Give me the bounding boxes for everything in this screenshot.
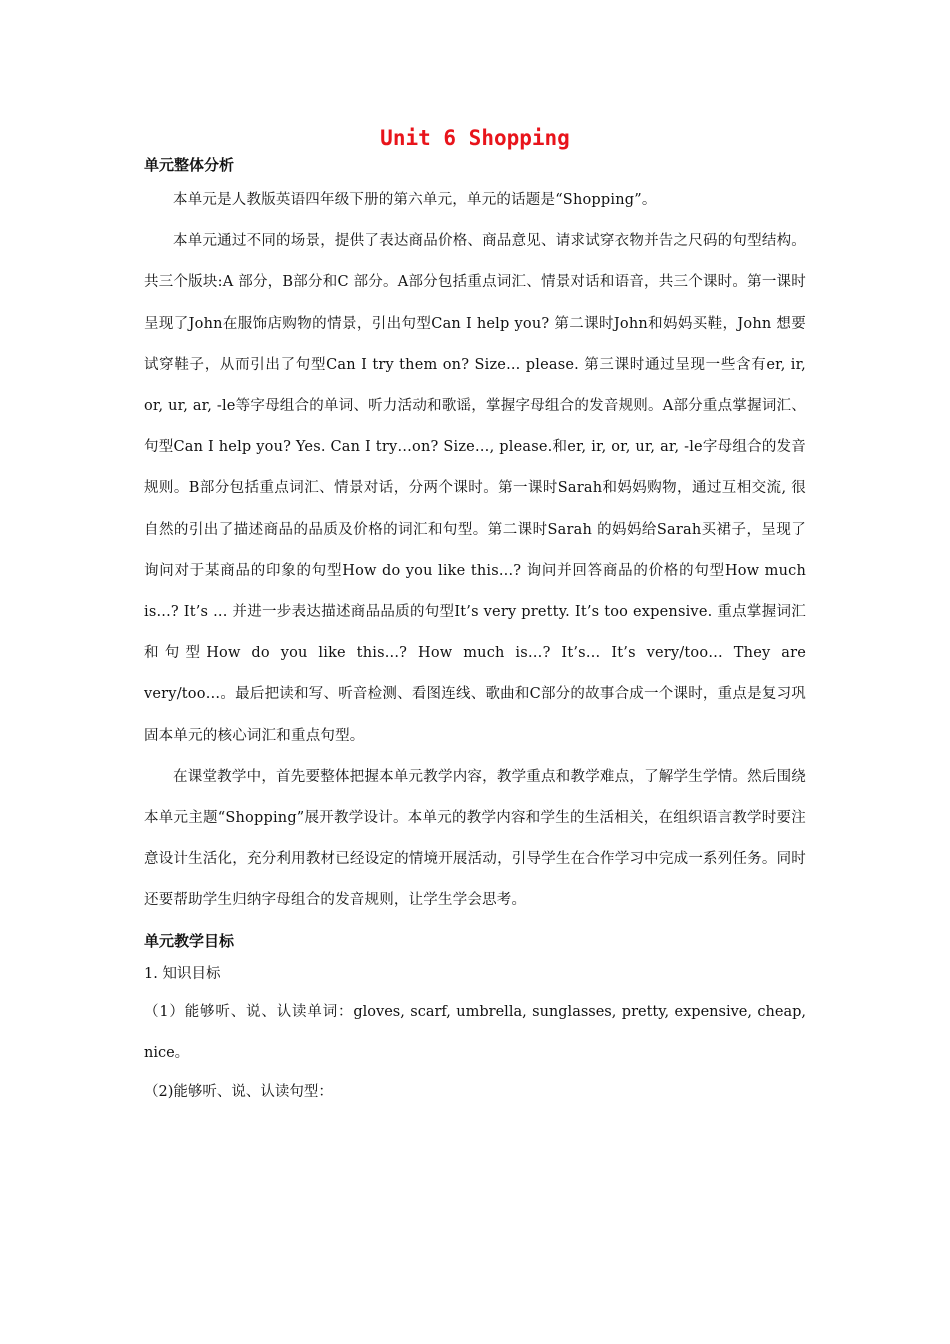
section-heading-objectives: 单元教学目标 bbox=[144, 931, 235, 950]
paragraph-teaching: 在课堂教学中，首先要整体把握本单元教学内容，教学重点和教学难点，了解学生学情。然后围绕本单元主题“Shopping”展开教学设计。本单元的教学内容和学生的生活相关，在组织语言教学时要注意设计生活化，充分利用教材已经设定的情境开展活动，引导学生在合作学习中完成一系列任务。同时还要帮助学生归纳字母组合的发音规则，让学生学会思考。 bbox=[144, 768, 806, 909]
objective-knowledge: 1. 知识目标 bbox=[144, 965, 221, 982]
objective-words: （1）能够听、说、认读单词：gloves, scarf, umbrella, sunglasses, pretty, expensive, cheap, nice。 bbox=[144, 1003, 806, 1061]
paragraph-structure: 本单元通过不同的场景，提供了表达商品价格、商品意见、请求试穿衣物并告之尺码的句型结构。共三个版块:A 部分，B部分和C 部分。A部分包括重点词汇、情景对话和语音，共三个课时。第一课时呈现了John在服饰店购物的情景，引出句型Can I help you? 第二课时John和妈妈买鞋，John 想要试穿鞋子，从而引出了句型Can I try them on? Size... please. 第三课时通过呈现一些含有er, ir, or, ur, ar, -le等字母组合的单词、听力活动和歌谣，掌握字母组合的发音规则。A部分重点掌握词汇、句型Can I help you? Yes. Can I try…on? Size…, please.和er, ir, or, ur, ar, -le字母组合的发音规则。B部分包括重点词汇、情景对话，分两个课时。第一课时Sarah和妈妈购物，通过互相交流, 很自然的引出了描述商品的品质及价格的词汇和句型。第二课时Sarah 的妈妈给Sarah买裙子，呈现了询问对于某商品的印象的句型How do you like this...? 询问并回答商品的价格的句型How much is...? It’s ... 并进一步表达描述商品品质的句型It’s very pretty. It’s too expensive. 重点掌握词汇和句型How do you like this...? How much is…? It’s… It’s very/too… They are very/too…。最后把读和写、听音检测、看图连线、歌曲和C部分的故事合成一个课时，重点是复习巩固本单元的核心词汇和重点句型。 bbox=[144, 233, 806, 744]
document-page bbox=[144, 122, 806, 1110]
document-title: Unit 6 Shopping bbox=[380, 126, 570, 150]
objective-sentences: （2)能够听、说、认读句型： bbox=[144, 1084, 333, 1101]
section-heading-analysis: 单元整体分析 bbox=[144, 156, 235, 174]
paragraph-intro: 本单元是人教版英语四年级下册的第六单元，单元的话题是“Shopping”。 bbox=[173, 192, 657, 208]
